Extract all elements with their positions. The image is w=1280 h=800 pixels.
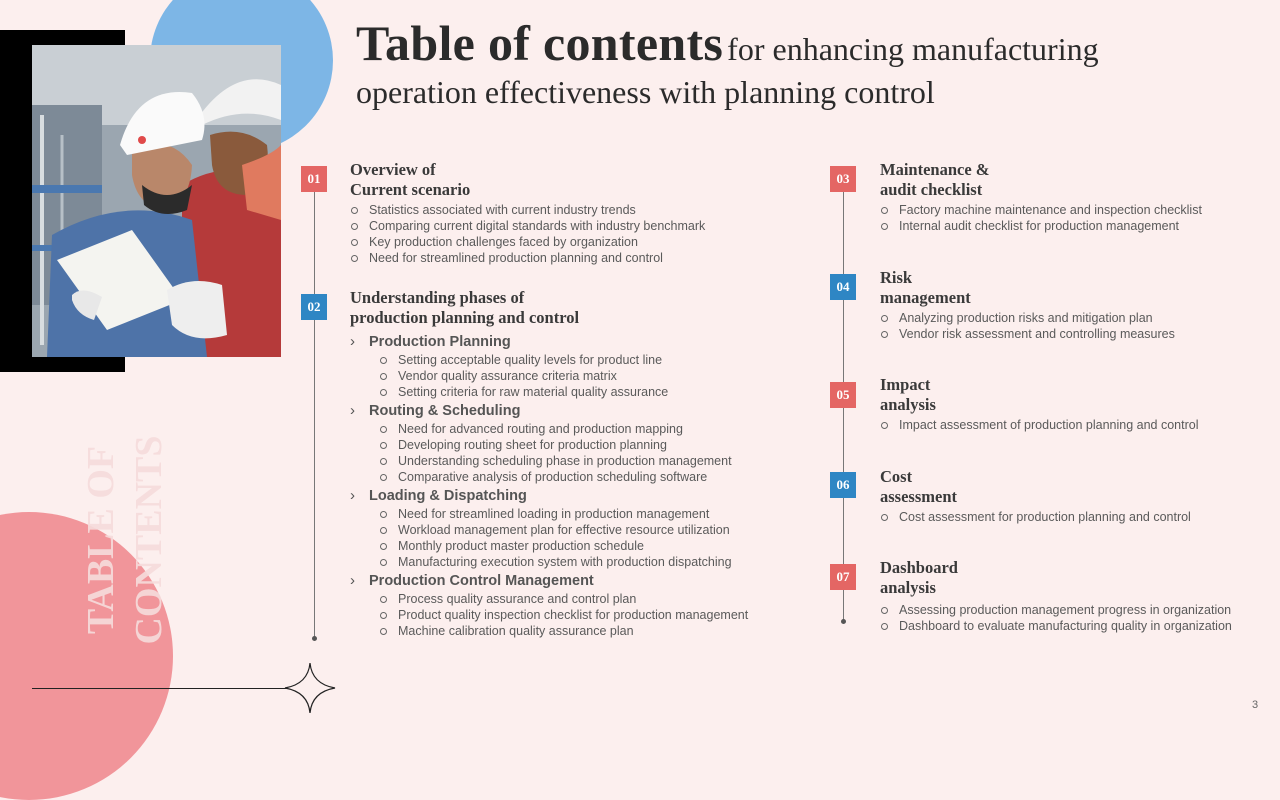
watermark [75,410,175,670]
section-badge-05: 05 [830,382,856,408]
section-01 [350,160,790,266]
section-title-line2: production planning and control [350,308,580,327]
section-03 [880,160,1270,234]
subsection-heading: › Loading & Dispatching [350,487,800,506]
section-title-line1: Impact [880,375,931,394]
title-bold: Table of contents [356,15,724,71]
bullet-item: Setting acceptable quality levels for product line [379,352,800,368]
bullet-list [880,602,1270,634]
section-title [880,375,1270,415]
section-title-line1: Understanding phases of [350,288,525,307]
bullet-item: Product quality inspection checklist for production management [379,607,800,623]
section-05 [880,375,1270,433]
subsection-group [350,402,800,485]
bullet-list [880,310,1270,342]
subsection-group [350,572,800,639]
section-badge-02: 02 [301,294,327,320]
section-title-line2: management [880,288,971,307]
bullet-item: Statistics associated with current industry trends [350,202,790,218]
workers-photo [32,45,281,357]
section-title-line1: Risk [880,268,913,287]
bullet-item: Setting criteria for raw material quality assurance [379,384,800,400]
bullet-item: Need for advanced routing and production mapping [379,421,800,437]
bullet-item: Need for streamlined production planning and control [350,250,790,266]
section-title [880,268,1270,308]
section-title-line2: analysis [880,578,936,597]
section-badge-01: 01 [301,166,327,192]
bullet-item: Comparative analysis of production scheduling software [379,469,800,485]
section-title [880,467,1270,507]
bullet-item: Factory machine maintenance and inspection checklist [880,202,1270,218]
section-02 [350,288,800,639]
timeline-right-end-dot [841,619,846,624]
bullet-item: Manufacturing execution system with production dispatching [379,554,800,570]
section-title-line1: Maintenance & [880,160,990,179]
section-title-line2: assessment [880,487,957,506]
bullet-item: Cost assessment for production planning and control [880,509,1270,525]
bullet-item: Vendor risk assessment and controlling measures [880,326,1270,342]
sparkle-star-icon [284,662,336,714]
section-title-line1: Dashboard [880,558,958,577]
page-title [356,14,1256,111]
bullet-item: Internal audit checklist for production management [880,218,1270,234]
bullet-item: Vendor quality assurance criteria matrix [379,368,800,384]
bullet-item: Monthly product master production schedule [379,538,800,554]
bullet-item: Dashboard to evaluate manufacturing quality in organization [880,618,1270,634]
title-rest: for enhancing manufacturing [727,31,1099,67]
bullet-list [880,509,1270,525]
section-badge-07: 07 [830,564,856,590]
section-title [880,558,1270,598]
timeline-left [314,180,315,638]
bullet-item: Analyzing production risks and mitigation plan [880,310,1270,326]
section-badge-03: 03 [830,166,856,192]
section-title-line1: Cost [880,467,913,486]
section-title-line1: Overview of [350,160,436,179]
section-title-line2: analysis [880,395,936,414]
bullet-item: Need for streamlined loading in production management [379,506,800,522]
subsection-heading: › Routing & Scheduling [350,402,800,421]
section-title [350,288,800,328]
bullet-list [880,202,1270,234]
bullet-item: Comparing current digital standards with industry benchmark [350,218,790,234]
bullet-item: Assessing production management progress in organization [880,602,1270,618]
bullet-item: Workload management plan for effective resource utilization [379,522,800,538]
section-06 [880,467,1270,525]
title-line2: operation effectiveness with planning control [356,74,935,110]
bullet-item: Machine calibration quality assurance plan [379,623,800,639]
bullet-item: Developing routing sheet for production planning [379,437,800,453]
subsection-heading: › Production Planning [350,333,800,352]
watermark-text [77,435,173,644]
bullet-list [350,202,790,266]
section-badge-04: 04 [830,274,856,300]
decorative-line [32,688,307,689]
section-title [350,160,790,200]
subsection-group [350,333,800,400]
bullet-item: Process quality assurance and control plan [379,591,800,607]
bullet-list [379,421,800,485]
bullet-list [379,591,800,639]
section-badge-06: 06 [830,472,856,498]
watermark-line2: CONTENTS [128,435,170,645]
bullet-list [880,417,1270,433]
page-number: 3 [1252,699,1259,711]
section-04 [880,268,1270,342]
bullet-item: Impact assessment of production planning and control [880,417,1270,433]
subsection-heading: › Production Control Management [350,572,800,591]
section-title-line2: audit checklist [880,180,983,199]
section-title-line2: Current scenario [350,180,471,199]
bullet-list [379,506,800,570]
timeline-left-end-dot [312,636,317,641]
bullet-list [379,352,800,400]
watermark-line1: TABLE OF [80,445,122,635]
section-title [880,160,1270,200]
bullet-item: Key production challenges faced by organization [350,234,790,250]
subsection-group [350,487,800,570]
bullet-item: Understanding scheduling phase in production management [379,453,800,469]
section-07 [880,558,1270,634]
